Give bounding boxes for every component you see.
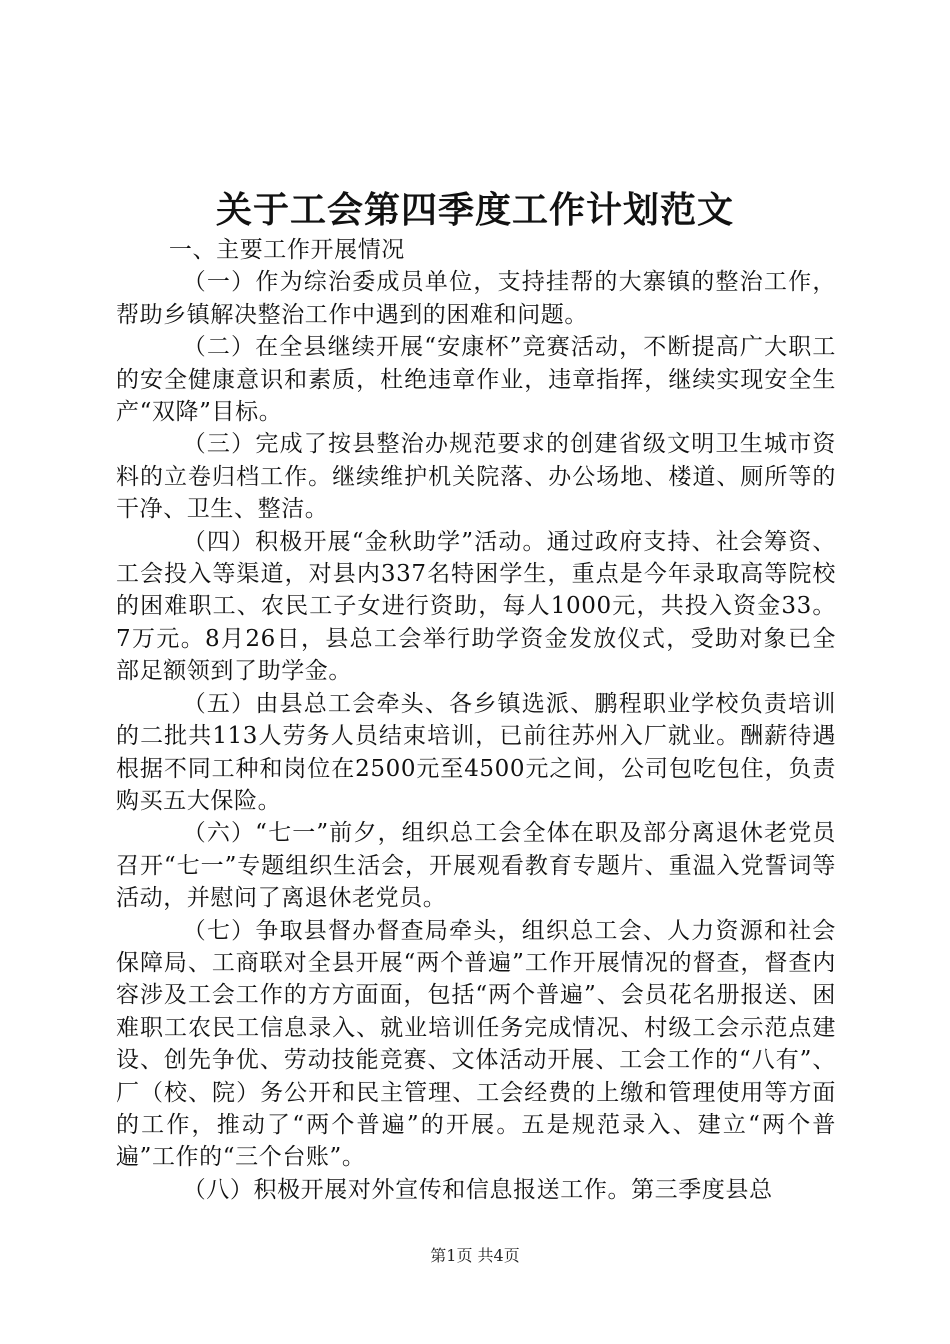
paragraph-4: （四）积极开展“金秋助学”活动。通过政府支持、社会筹资、工会投入等渠道，对县内337名特困学生，重点是今年录取高等院校的困难职工、农民工子女进行资助，每人1000元，共投入资金33。7万元。8月26日，县总工会举行助学资金发放仪式，受助对象已全部足额领到了助学金。 <box>116 528 836 685</box>
paragraph-3: （三）完成了按县整治办规范要求的创建省级文明卫生城市资料的立卷归档工作。继续维护机关院落、办公场地、楼道、厕所等的干净、卫生、整洁。 <box>116 431 836 523</box>
paragraph-7: （七）争取县督办督查局牵头，组织总工会、人力资源和社会保障局、工商联对全县开展“两个普遍”工作开展情况的督查，督查内容涉及工会工作的方方面面，包括“两个普遍”、会员花名册报送、困难职工农民工信息录入、就业培训任务完成情况、村级工会示范点建设、创先争优、劳动技能竞赛、文体活动开展、工会工作的“八有”、厂（校、院）务公开和民主管理、工会经费的上缴和管理使用等方面的工作，推动了“两个普遍”的开展。五是规范录入、建立“两个普遍”工作的“三个台账”。 <box>116 917 836 1171</box>
page-number-footer: 第1页 共4页 <box>430 1246 520 1265</box>
paragraph-8: （八）积极开展对外宣传和信息报送工作。第三季度县总 <box>182 1176 773 1203</box>
paragraph-2: （二）在全县继续开展“安康杯”竞赛活动，不断提高广大职工的安全健康意识和素质，杜绝违章作业，违章指挥，继续实现安全生产“双降”目标。 <box>116 334 836 426</box>
document-title: 关于工会第四季度工作计划范文 <box>215 189 734 231</box>
paragraph-6: （六）“七一”前夕，组织总工会全体在职及部分离退休老党员召开“七一”专题组织生活会，开展观看教育专题片、重温入党誓词等活动，并慰问了离退休老党员。 <box>116 820 836 912</box>
document-body <box>116 234 836 1206</box>
section-heading: 一、主要工作开展情况 <box>168 237 405 263</box>
paragraph-5: （五）由县总工会牵头、各乡镇选派、鹏程职业学校负责培训的二批共113人劳务人员结束培训，已前往苏州入厂就业。酬薪待遇根据不同工种和岗位在2500元至4500元之间，公司包吃包住，负责购买五大保险。 <box>116 690 836 814</box>
paragraph-1: （一）作为综治委成员单位，支持挂帮的大寨镇的整治工作，帮助乡镇解决整治工作中遇到的困难和问题。 <box>116 269 836 328</box>
